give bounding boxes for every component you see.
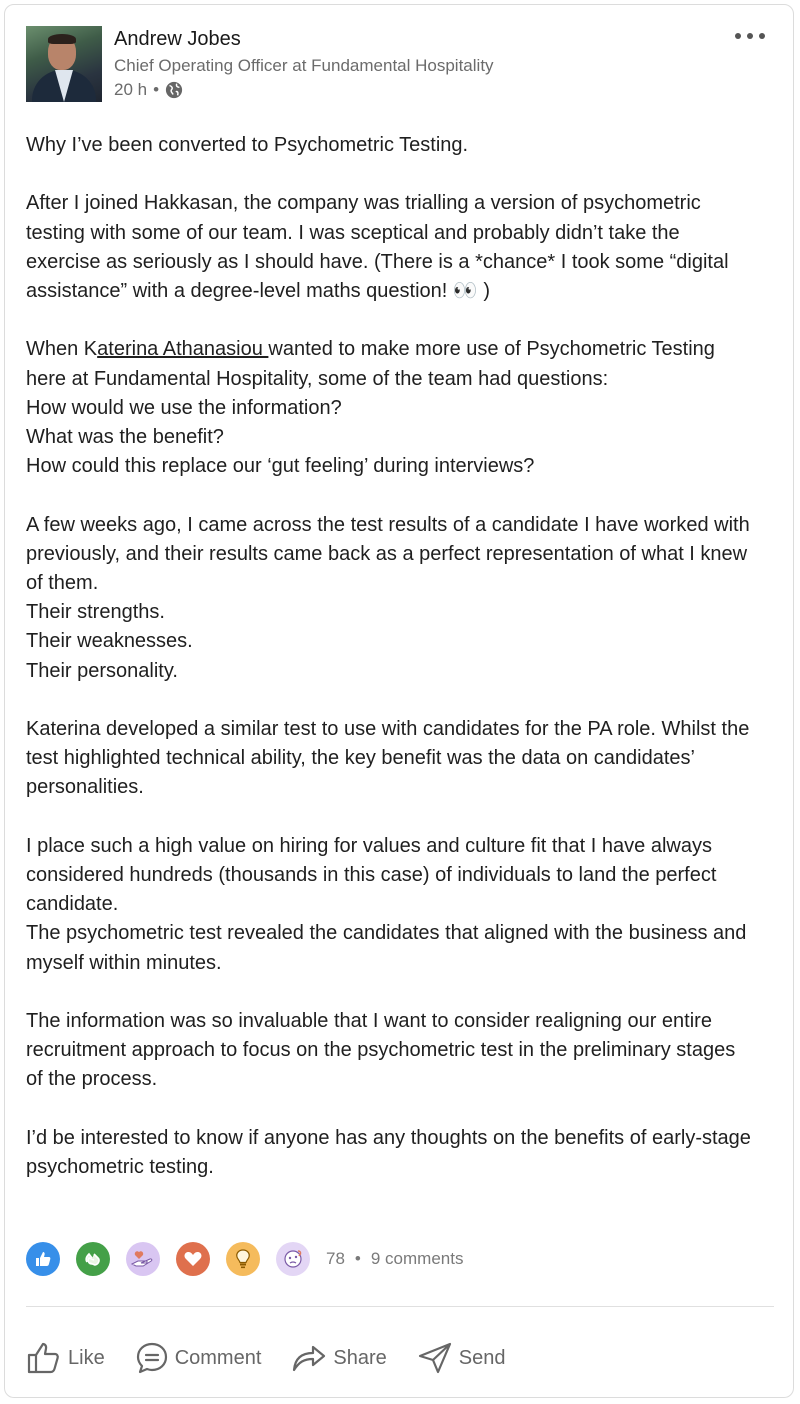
post-meta: [114, 80, 183, 100]
share-label: Share: [333, 1346, 387, 1369]
post-line: previously, and their results came back as a perfect representation of what I knew: [26, 542, 748, 565]
post-line: assistance” with a degree-level maths question! 👀 ): [26, 280, 491, 302]
post-line: recruitment approach to focus on the psychometric test in the preliminary stages: [26, 1039, 736, 1062]
post-line: How would we use the information?: [26, 396, 342, 419]
post-line: Why I’ve been converted to Psychometric Testing.: [26, 134, 469, 156]
post-line: here at Fundamental Hospitality, some of the team had questions:: [26, 367, 609, 390]
author-avatar[interactable]: [26, 26, 102, 102]
author-name[interactable]: Andrew Jobes: [114, 28, 241, 50]
post-line: psychometric testing.: [26, 1156, 214, 1178]
share-arrow-icon: [291, 1342, 327, 1374]
post-line: When Katerina Athanasiou wanted to make more use of Psychometric Testing: [26, 338, 715, 361]
comment-button[interactable]: [135, 1341, 262, 1375]
post-line: I place such a high value on hiring for values and culture fit that I have always: [26, 834, 712, 857]
reaction-count[interactable]: 78: [326, 1249, 345, 1268]
post-time: 20 h: [114, 80, 148, 99]
post-line: After I joined Hakkasan, the company was trialling a version of psychometric: [26, 192, 701, 215]
post-line: myself within minutes.: [26, 951, 222, 974]
post-line: exercise as seriously as I should have. (There is a *chance* I took some “digital: [26, 250, 729, 273]
post-line: The psychometric test revealed the candidates that aligned with the business and: [26, 922, 747, 945]
post-line: testing with some of our team. I was sceptical and probably didn’t take the: [26, 221, 680, 244]
post-line: I’d be interested to know if anyone has any thoughts on the benefits of early-stage: [26, 1126, 751, 1149]
post-line: The information was so invaluable that I want to consider realigning our entire: [26, 1010, 712, 1032]
like-icon: [26, 1242, 60, 1276]
action-bar: [26, 1336, 536, 1380]
send-icon: [417, 1341, 453, 1375]
mention-link[interactable]: aterina Athanasiou: [97, 338, 269, 361]
author-headline: Chief Operating Officer at Fundamental Hospitality: [114, 56, 494, 75]
support-icon: [126, 1242, 160, 1276]
meta-separator: •: [153, 80, 160, 99]
thumbs-up-icon: [26, 1341, 62, 1375]
comments-count[interactable]: 9 comments: [370, 1249, 464, 1268]
post-line: considered hundreds (thousands in this case) of individuals to land the perfect: [26, 864, 717, 886]
insightful-icon: [226, 1242, 260, 1276]
celebrate-icon: [76, 1242, 110, 1276]
comment-icon: [135, 1341, 169, 1375]
post-line: How could this replace our ‘gut feeling’ during interviews?: [26, 455, 535, 478]
more-options-icon[interactable]: [733, 26, 767, 46]
social-separator: •: [354, 1249, 361, 1268]
like-button[interactable]: [26, 1341, 105, 1375]
post-line: personalities.: [26, 776, 144, 799]
post-line: test highlighted technical ability, the key benefit was the data on candidates’: [26, 747, 695, 770]
curious-icon: [276, 1242, 310, 1276]
post-body: [26, 131, 776, 1211]
post-line: of the process.: [26, 1068, 158, 1091]
love-icon: [176, 1242, 210, 1276]
post-line: Their personality.: [26, 659, 178, 682]
post-line: What was the benefit?: [26, 426, 224, 448]
post-line: Katerina developed a similar test to use with candidates for the PA role. Whilst the: [26, 718, 750, 740]
post-line: Their weaknesses.: [26, 630, 193, 653]
divider: [26, 1306, 774, 1307]
send-label: Send: [458, 1346, 506, 1369]
share-button[interactable]: [291, 1342, 386, 1374]
globe-icon: [165, 81, 183, 99]
post-line: Their strengths.: [26, 601, 165, 624]
comment-label: Comment: [174, 1346, 262, 1369]
post-line: of them.: [26, 572, 99, 594]
send-button[interactable]: [417, 1341, 506, 1375]
post-line: candidate.: [26, 893, 119, 916]
post-line: A few weeks ago, I came across the test results of a candidate I have worked with: [26, 513, 750, 536]
reactions-bar[interactable]: [26, 1240, 463, 1278]
like-label: Like: [68, 1346, 105, 1369]
